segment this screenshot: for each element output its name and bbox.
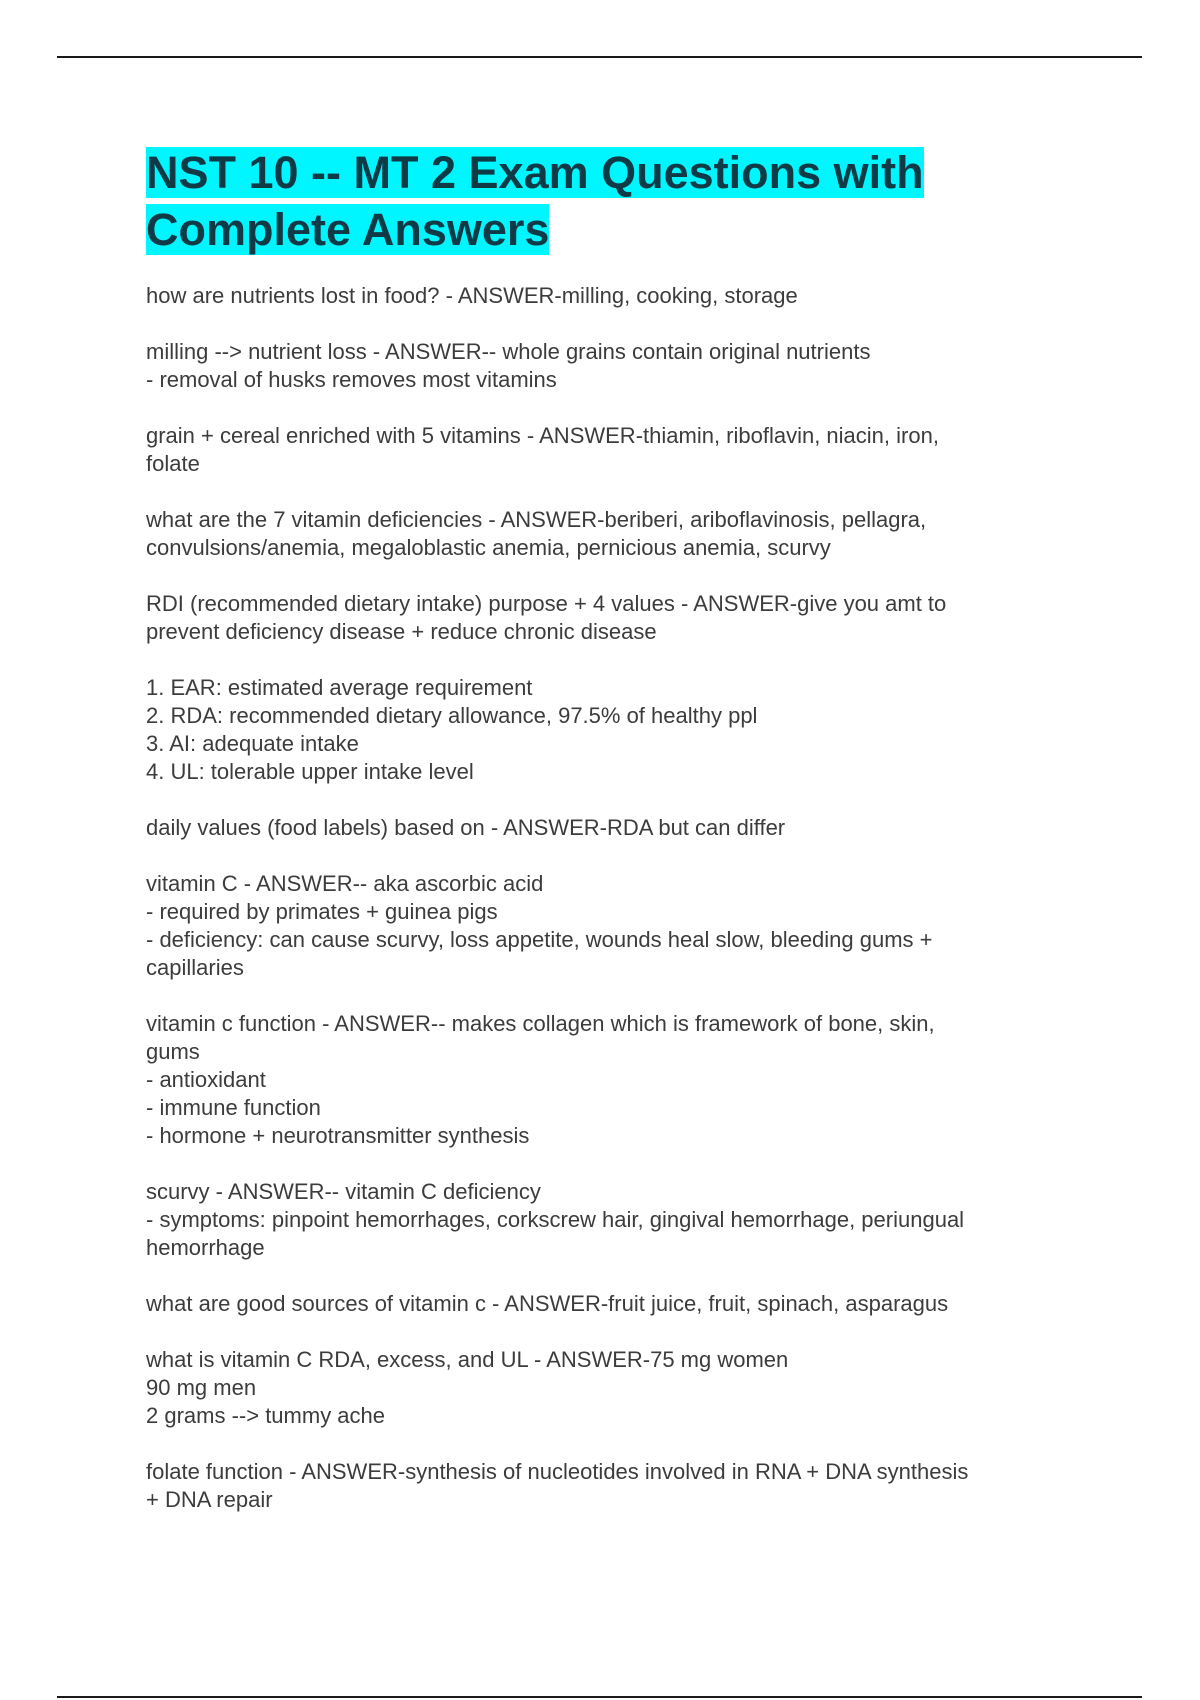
qa-item: scurvy - ANSWER-- vitamin C deficiency - symptoms: pinpoint hemorrhages, corkscrew hair, gingival hemorrhage, periungual hemorrhage — [146, 1179, 965, 1260]
qa-item: what are good sources of vitamin c - ANSWER-fruit juice, fruit, spinach, asparagus — [146, 1291, 949, 1316]
qa-item: milling --> nutrient loss - ANSWER-- whole grains contain original nutrients - removal of husks removes most vitamins — [146, 339, 871, 392]
top-divider — [57, 56, 1142, 58]
qa-list — [146, 282, 1066, 1514]
title-line-1: NST 10 -- MT 2 Exam Questions with — [146, 147, 924, 198]
document-body — [146, 144, 1066, 1542]
qa-item: how are nutrients lost in food? - ANSWER-milling, cooking, storage — [146, 283, 798, 308]
document-title — [146, 144, 1066, 258]
qa-item: what is vitamin C RDA, excess, and UL - ANSWER-75 mg women 90 mg men 2 grams --> tummy ache — [146, 1347, 789, 1428]
bottom-divider — [57, 1696, 1142, 1698]
qa-item: vitamin C - ANSWER-- aka ascorbic acid - required by primates + guinea pigs - deficiency: can cause scurvy, loss appetite, wounds heal slow, bleeding gums + capillaries — [146, 871, 933, 980]
qa-item: what are the 7 vitamin deficiencies - ANSWER-beriberi, ariboflavinosis, pellagra, convulsions/anemia, megaloblastic anemia, pernicious anemia, scurvy — [146, 507, 927, 560]
qa-item: vitamin c function - ANSWER-- makes collagen which is framework of bone, skin, gums - antioxidant - immune function - hormone + neurotransmitter synthesis — [146, 1011, 935, 1148]
qa-item: grain + cereal enriched with 5 vitamins - ANSWER-thiamin, riboflavin, niacin, iron, folate — [146, 423, 939, 476]
qa-item: 1. EAR: estimated average requirement 2. RDA: recommended dietary allowance, 97.5% of healthy ppl 3. AI: adequate intake 4. UL: tolerable upper intake level — [146, 675, 758, 784]
qa-item: folate function - ANSWER-synthesis of nucleotides involved in RNA + DNA synthesis + DNA repair — [146, 1459, 969, 1512]
qa-item: RDI (recommended dietary intake) purpose + 4 values - ANSWER-give you amt to prevent deficiency disease + reduce chronic disease — [146, 591, 947, 644]
qa-item: daily values (food labels) based on - ANSWER-RDA but can differ — [146, 815, 786, 840]
title-line-2: Complete Answers — [146, 204, 550, 255]
